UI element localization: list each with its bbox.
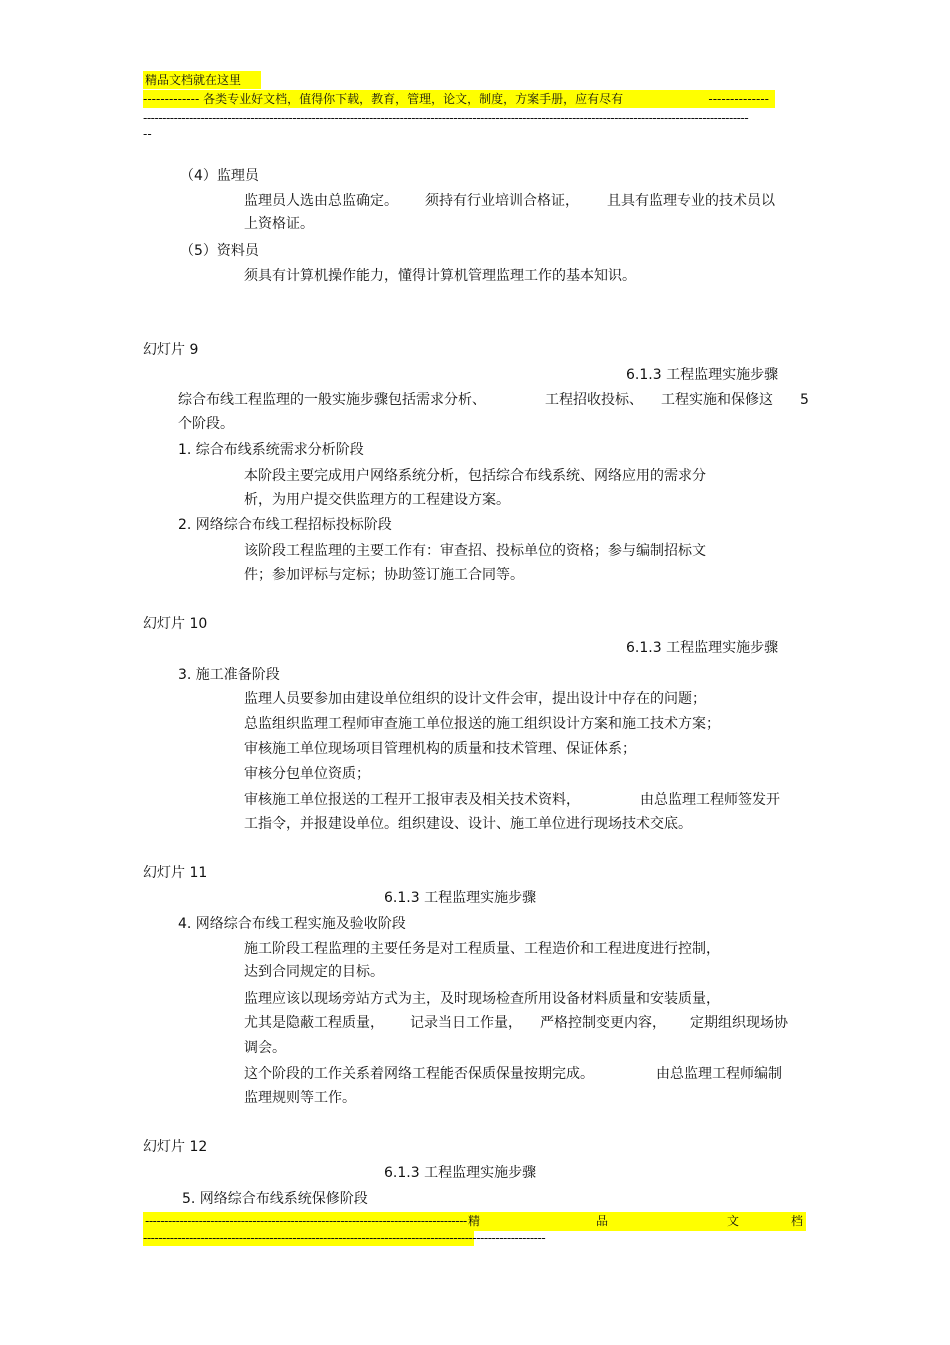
header-tagline-tail: --------------: [708, 92, 769, 106]
slide-10-item-3: 3. 施工准备阶段: [178, 667, 280, 683]
slide-10-line1: 监理人员要参加由建设单位组织的设计文件会审，提出设计中存在的问题；: [244, 691, 706, 707]
header-title: 精品文档就在这里: [143, 71, 261, 89]
slide-10-line3: 审核施工单位现场项目管理机构的质量和技术管理、保证体系；: [244, 741, 636, 757]
slide-11-line6-b: 由总监理工程师编制: [656, 1066, 782, 1082]
footer-char-3: 文: [727, 1214, 740, 1228]
section-4-text-c: 且具有监理专业的技术员以: [607, 193, 775, 209]
slide-10-line2: 总监组织监理工程师审查施工单位报送的施工组织设计方案和施工技术方案；: [244, 716, 720, 732]
slide-11-title: 6.1.3 工程监理实施步骤: [384, 890, 537, 906]
header-tagline-text: ------------- 各类专业好文档，值得你下载，教育，管理，论文，制度，方案手册，应有尽有: [143, 92, 624, 106]
slide-11-line4-b: 记录当日工作量，: [410, 1015, 522, 1031]
slide-9-item-1-line1: 本阶段主要完成用户网络系统分析，包括综合布线系统、网络应用的需求分: [244, 468, 706, 484]
slide-10-label: 幻灯片 10: [143, 616, 208, 632]
slide-10-line5-a: 审核施工单位报送的工程开工报审表及相关技术资料，: [244, 792, 580, 808]
section-5-heading: （5）资料员: [180, 243, 259, 259]
slide-11-line5: 调会。: [244, 1040, 286, 1056]
header-tagline: [143, 90, 775, 108]
slide-9-title: 6.1.3 工程监理实施步骤: [626, 367, 779, 383]
section-4-heading: （4）监理员: [180, 168, 259, 184]
slide-11-line3: 监理应该以现场旁站方式为主，及时现场检查所用设备材料质量和安装质量，: [244, 991, 720, 1007]
slide-11-label: 幻灯片 11: [143, 865, 208, 881]
footer-char-2: 品: [596, 1214, 609, 1228]
slide-9-intro-c: 工程实施和保修这: [661, 392, 773, 408]
slide-9-intro-d: 5: [800, 392, 809, 408]
slide-10-title: 6.1.3 工程监理实施步骤: [626, 640, 779, 656]
section-5-text: 须具有计算机操作能力，懂得计算机管理监理工作的基本知识。: [244, 268, 636, 284]
slide-11-line4-c: 严格控制变更内容，: [540, 1015, 666, 1031]
footer-banner: [143, 1212, 806, 1231]
footer-dashes: ------------------------------------------------------------------------------------: [145, 1214, 467, 1228]
slide-11-line4-a: 尤其是隐蔽工程质量，: [244, 1015, 384, 1031]
slide-12-item-5: 5. 网络综合布线系统保修阶段: [182, 1191, 368, 1207]
slide-10-line4: 审核分包单位资质；: [244, 766, 370, 782]
slide-12-label: 幻灯片 12: [143, 1139, 208, 1155]
slide-11-line2: 达到合同规定的目标。: [244, 964, 384, 980]
slide-9-item-2-line1: 该阶段工程监理的主要工作有：审查招、投标单位的资格；参与编制招标文: [244, 543, 706, 559]
slide-11-line1: 施工阶段工程监理的主要任务是对工程质量、工程造价和工程进度进行控制，: [244, 941, 720, 957]
slide-9-intro-b: 工程招收投标、: [545, 392, 643, 408]
slide-9-label: 幻灯片 9: [143, 342, 199, 358]
slide-9-item-2-line2: 件；参加评标与定标；协助签订施工合同等。: [244, 567, 524, 583]
section-4-text-line2: 上资格证。: [244, 216, 314, 232]
slide-9-item-1-line2: 析，为用户提交供监理方的工程建设方案。: [244, 492, 510, 508]
header-rule-tail: --: [143, 127, 152, 141]
footer-char-4: 档: [791, 1214, 804, 1228]
section-4-text-a: 监理员人选由总监确定。: [244, 193, 398, 209]
slide-9-intro-line2: 个阶段。: [178, 416, 234, 432]
header-rule: --------------------------------------------------------------------------------------------------------------------------------------------------------------: [143, 111, 749, 125]
slide-10-line5-b: 由总监理工程师签发开: [640, 792, 780, 808]
slide-11-line6-a: 这个阶段的工作关系着网络工程能否保质保量按期完成。: [244, 1066, 594, 1082]
slide-9-item-2: 2. 网络综合布线工程招标投标阶段: [178, 517, 392, 533]
footer-char-1: 精: [468, 1214, 481, 1228]
section-4-text-b: 须持有行业培训合格证，: [425, 193, 579, 209]
footer-rule: ---------------------------------------------------------------------------------------------------------: [143, 1231, 546, 1245]
slide-9-intro-a: 综合布线工程监理的一般实施步骤包括需求分析、: [178, 392, 486, 408]
slide-11-item-4: 4. 网络综合布线工程实施及验收阶段: [178, 916, 406, 932]
slide-10-line6: 工指令，并报建设单位。组织建设、设计、施工单位进行现场技术交底。: [244, 816, 692, 832]
slide-12-title: 6.1.3 工程监理实施步骤: [384, 1165, 537, 1181]
slide-9-item-1: 1. 综合布线系统需求分析阶段: [178, 442, 364, 458]
slide-11-line4-d: 定期组织现场协: [690, 1015, 788, 1031]
slide-11-line7: 监理规则等工作。: [244, 1090, 356, 1106]
